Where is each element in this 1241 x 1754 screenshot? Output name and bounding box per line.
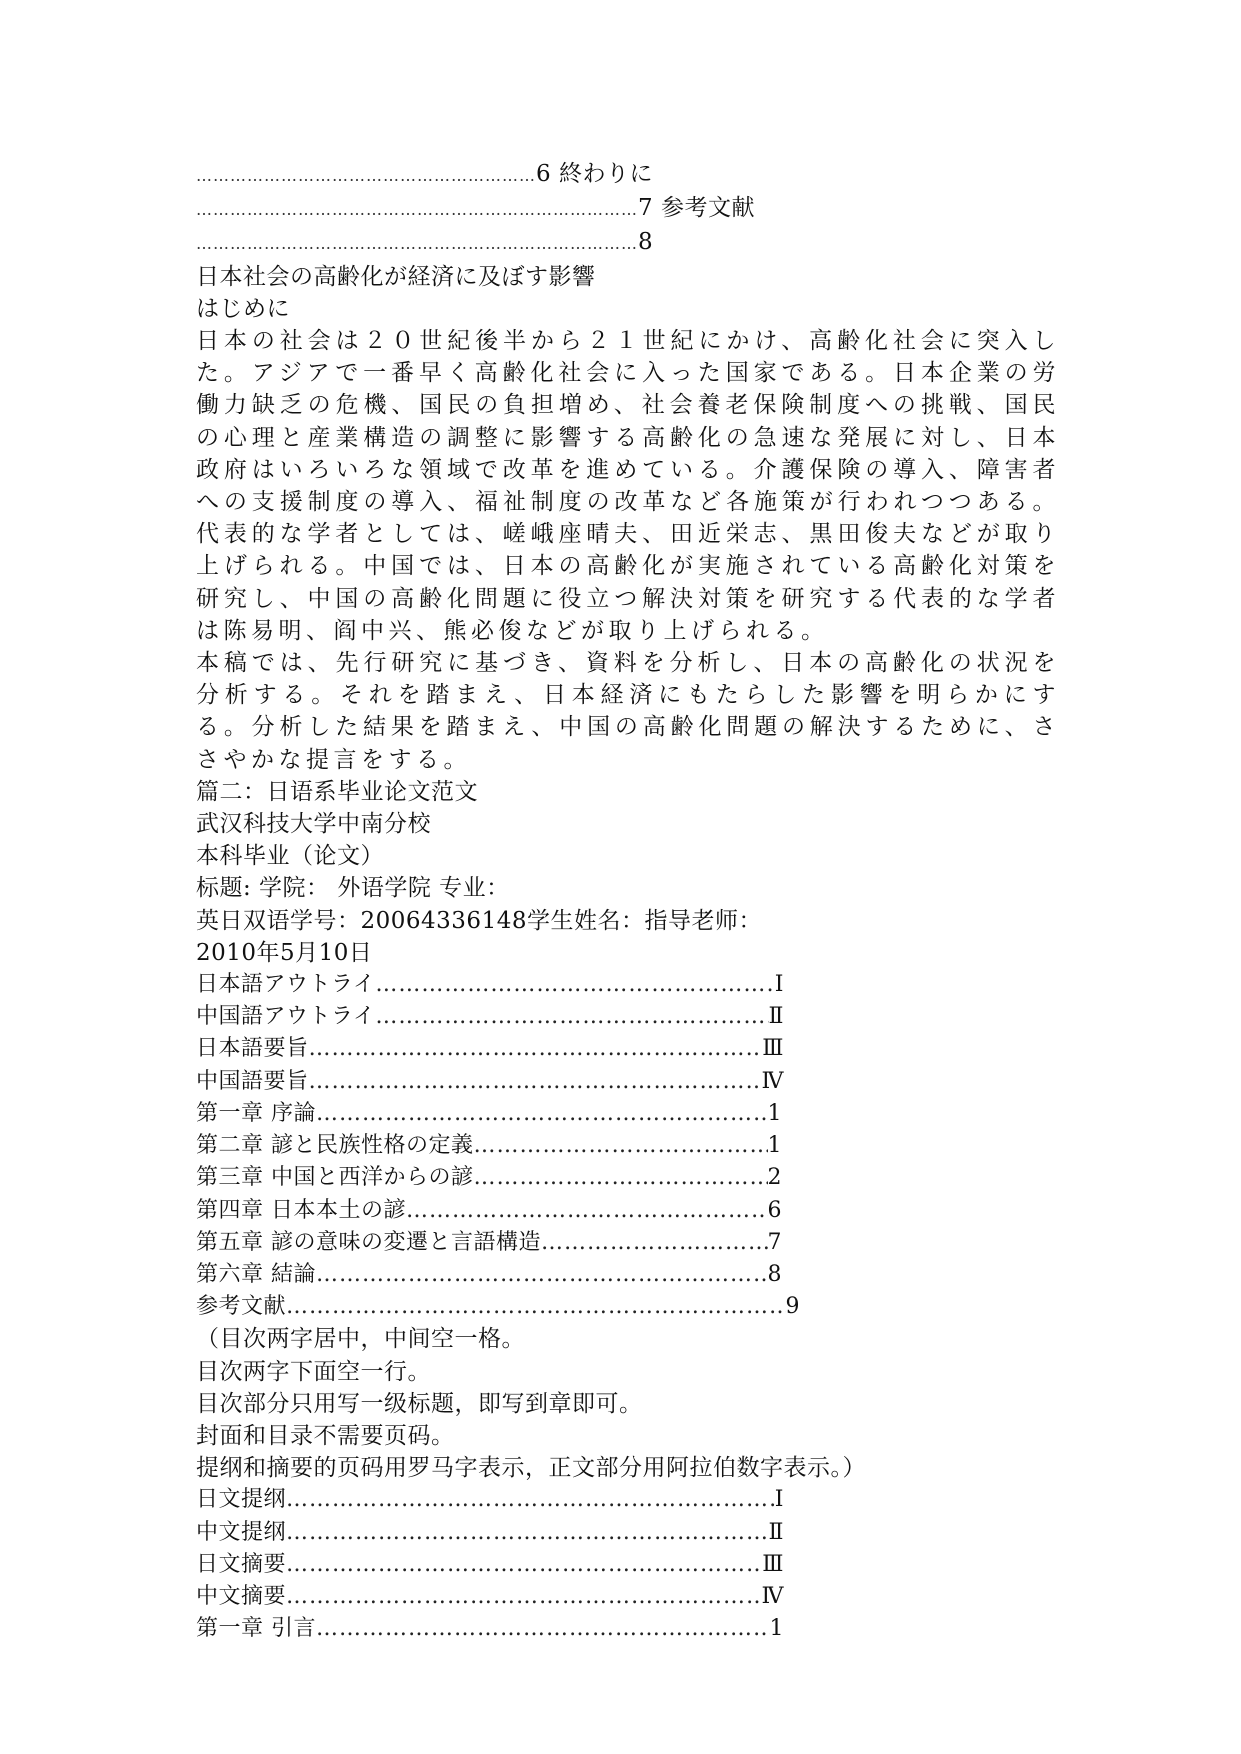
toc-label: 参考文献 [196, 1294, 287, 1320]
toc-page: Ⅳ [761, 1068, 784, 1094]
toc-b-row [196, 1581, 784, 1613]
toc-page: 9 [785, 1294, 800, 1320]
toc-leader [286, 1581, 762, 1613]
toc-label: 第四章 日本本土の諺 [196, 1197, 406, 1223]
toc-leader [406, 1195, 768, 1227]
toc-a-row [196, 1195, 782, 1227]
toc-label: 日文提纲 [196, 1487, 287, 1513]
toc-page: Ⅲ [762, 1036, 784, 1062]
toc-page: 1 [767, 1100, 782, 1126]
toc-b-row [196, 1517, 784, 1549]
toc-page: 6 [767, 1197, 782, 1223]
toc-page: 2 [767, 1165, 782, 1191]
toc-fragment-text: 8 [638, 229, 654, 256]
toc-label: 中文提纲 [196, 1519, 287, 1545]
toc-leader [316, 1613, 770, 1645]
toc-page: 7 [767, 1229, 782, 1255]
toc-leader [309, 1066, 762, 1098]
body-paragraph-2: 本稿では、先行研究に基づき、資料を分析し、日本の高齢化の状況を分析する。それを踏まえ、日本経済にもたらした影響を明らかにする。分析した結果を踏まえ、中国の高齢化問題の解決するために、ささやかな提言をする。 [196, 650, 1060, 773]
toc-a-row [196, 1066, 784, 1098]
toc-a-row [196, 1291, 800, 1323]
info-line-2: 英日双语学号：20064336148学生姓名：指导老师： [196, 907, 762, 934]
toc-a-row [196, 1227, 782, 1259]
toc-leader-dots: …………………………………………………………………… [196, 200, 638, 220]
thesis-date: 2010年5月10日 [196, 939, 373, 966]
toc-a-row [196, 1259, 782, 1291]
toc-label: 第一章 序論 [196, 1100, 316, 1126]
toc-a-row [196, 1033, 784, 1065]
toc-leader [286, 1517, 769, 1549]
toc-leader-dots: …………………………………………………… [196, 166, 536, 185]
toc-b-row [196, 1484, 784, 1516]
toc-fragment-text: 6 終わりに [536, 161, 653, 187]
toc-page: Ⅲ [762, 1551, 784, 1577]
intro-heading: はじめに [196, 295, 290, 322]
toc-leader [286, 1484, 775, 1516]
toc-page: 8 [767, 1261, 782, 1287]
toc-leader [474, 1130, 768, 1162]
toc-label: 第二章 諺と民族性格の定義 [196, 1133, 474, 1159]
toc-label: 中国語要旨 [196, 1068, 309, 1094]
toc-label: 日文摘要 [196, 1551, 287, 1577]
body-paragraph-1: 日本の社会は２０世紀後半から２１世紀にかけ、高齢化社会に突入した。アジアで一番早く高齢化社会に入った国家である。日本企業の労働力缺乏の危機、国民の負担増め、社会養老保険制度への挑戦、国民の心理と産業構造の調整に影響する高齢化の急速な発展に対し、日本政府はいろいろな領域で改革を進めている。介護保険の導入、障害者への支援制度の導入、福祉制度の改革など各施策が行われつつある。代表的な学者としては、嵯峨座晴夫、田近栄志、黒田俊夫などが取り上げられる。中国では、日本の高齢化が実施されている高齢化対策を研究し、中国の高齢化問題に役立つ解決対策を研究する代表的な学者は陈易明、阎中兴、熊必俊などが取り上げられる。 [196, 328, 1060, 644]
toc-leader [286, 1291, 785, 1323]
toc-a-row [196, 1001, 784, 1033]
toc-label: 日本語アウトライ [196, 972, 376, 998]
toc-leader-dots: …………………………………………………………………… [196, 234, 638, 254]
note-line: 封面和目录不需要页码。 [196, 1422, 455, 1449]
section-two-title: 篇二：日语系毕业论文范文 [196, 778, 478, 805]
toc-b-row [196, 1613, 784, 1645]
toc-leader [309, 1033, 763, 1065]
toc-label: 中国語アウトライ [196, 1004, 376, 1030]
toc-leader [541, 1227, 768, 1259]
toc-a-row [196, 1098, 782, 1130]
toc-label: 日本語要旨 [196, 1036, 309, 1062]
page-content [196, 158, 1060, 1645]
toc-b-row [196, 1549, 784, 1581]
toc-fragment-row-2 [196, 192, 1056, 226]
toc-label: 第一章 引言 [196, 1616, 316, 1642]
toc-page: Ⅱ [768, 1519, 784, 1545]
toc-page: Ⅰ [774, 1487, 784, 1513]
toc-label: 第六章 結論 [196, 1261, 316, 1287]
toc-label: 第五章 諺の意味の変遷と言語構造 [196, 1229, 541, 1255]
toc-leader [316, 1098, 768, 1130]
toc-fragment-row-3 [196, 226, 1056, 260]
toc-leader [474, 1162, 768, 1194]
toc-page: Ⅳ [761, 1583, 784, 1609]
toc-fragment-text: 7 参考文献 [638, 195, 755, 222]
japanese-title: 日本社会の高齢化が経済に及ぼす影響 [196, 263, 596, 290]
note-line: 目次部分只用写一级标题，即写到章即可。 [196, 1390, 643, 1417]
toc-fragment-row-1 [196, 158, 1056, 192]
toc-page: Ⅱ [768, 1004, 784, 1030]
toc-leader [316, 1259, 768, 1291]
info-line-1: 标题: 学院： 外语学院 专业： [196, 875, 510, 902]
toc-leader [375, 969, 774, 1001]
toc-label: 中文摘要 [196, 1583, 287, 1609]
toc-page: Ⅰ [774, 972, 784, 998]
toc-page: 1 [767, 1133, 782, 1159]
toc-label: 第三章 中国と西洋からの諺 [196, 1165, 474, 1191]
toc-a-row [196, 969, 784, 1001]
toc-leader [286, 1549, 762, 1581]
note-line: 目次两字下面空一行。 [196, 1358, 431, 1385]
thesis-type: 本科毕业（论文） [196, 843, 384, 870]
note-line: 提纲和摘要的页码用罗马字表示，正文部分用阿拉伯数字表示。） [196, 1455, 866, 1482]
toc-a-row [196, 1130, 782, 1162]
toc-page: 1 [769, 1616, 784, 1642]
note-line: （目次两字居中，中间空一格。 [196, 1326, 525, 1353]
school-name: 武汉科技大学中南分校 [196, 811, 431, 838]
toc-leader [375, 1001, 768, 1033]
toc-a-row [196, 1162, 782, 1194]
